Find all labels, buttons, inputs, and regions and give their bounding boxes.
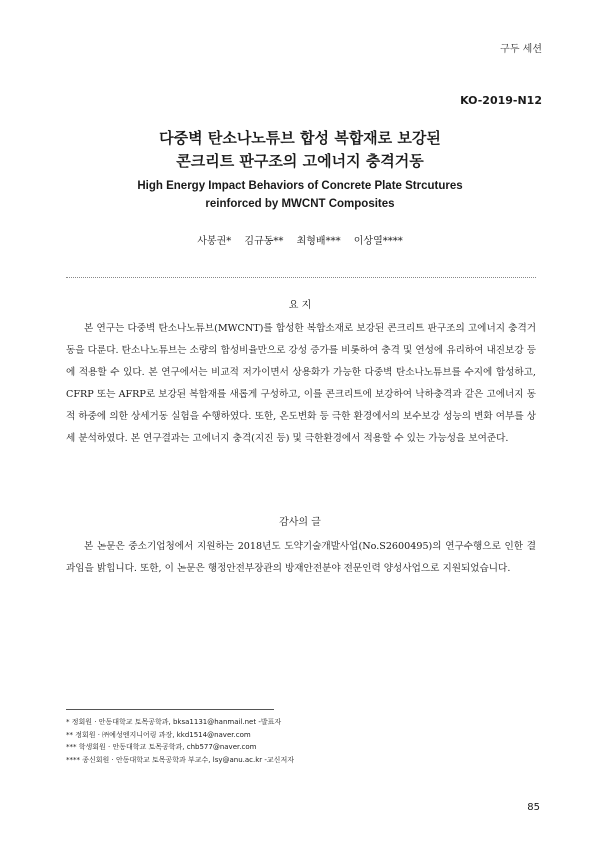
footnote-rule	[66, 709, 274, 710]
footnote: ** 정회원 · ㈜예성엔지니어링 과장, kkd1514@naver.com	[66, 730, 251, 739]
session-label: 구두 세션	[500, 44, 542, 55]
page-number: 85	[527, 802, 540, 813]
acknowledgement-text: 본 논문은 중소기업청에서 지원하는 2018년도 도약기술개발사업(No.S2600495)의 연구수행으로 인한 결과임을 밝힙니다. 또한, 이 논문은 행정안전부장관의 방재안전분야 전문인력 양성사업으로 지원되었습니다.	[66, 541, 536, 574]
footnote: *** 학생회원 · 안동대학교 토목공학과, chb577@naver.com	[66, 743, 257, 751]
english-title-line-1: High Energy Impact Behaviors of Concrete Plate Strcutures	[137, 180, 463, 192]
author-name: 사봉권*	[197, 236, 232, 247]
footnote: * 정회원 · 안동대학교 토목공학과, bksa1131@hanmail.net -발표자	[66, 718, 282, 726]
paper-id: KO-2019-N12	[460, 94, 542, 107]
korean-title-line-2: 콘크리트 판구조의 고에너지 충격거동	[176, 152, 424, 170]
abstract-text: 본 연구는 다중벽 탄소나노튜브(MWCNT)를 합성한 복합소재로 보강된 콘크리트 판구조의 고에너지 충격거동을 다룬다. 탄소나노튜브는 소량의 합성비율만으로 강성 증가를 비롯하여 충격 및 연성에 유리하여 내진보강 등에 적용할 수 있다. 본 연구에서는 비교적 저가이면서 상용화가 가능한 다중벽 탄소나노튜브를 수지에 합성하고, CFRP 또는 AFRP로 보강된 복합재를 새롭게 구성하고, 이를 콘크리트에 보강하여 낙하충격과 같은 고에너지 동적 하중에 의한 상세거동 실험을 수행하였다. 또한, 온도변화 등 극한 환경에서의 보수보강 성능의 변화 여부를 상세 분석하였다. 본 연구결과는 고에너지 충격(지진 등) 및 극한환경에서 적용할 수 있는 가능성을 보여준다.	[66, 323, 536, 444]
english-title-line-2: reinforced by MWCNT Composites	[205, 198, 395, 210]
author-list	[0, 232, 600, 247]
korean-title-line-1: 다중벽 탄소나노튜브 합성 복합재로 보강된	[159, 129, 441, 147]
author-name: 최형배***	[296, 236, 341, 247]
abstract-heading: 요 지	[288, 300, 312, 311]
acknowledgement-heading: 감사의 글	[279, 517, 321, 528]
author-name: 이상열****	[353, 236, 403, 247]
author-name: 김규동**	[244, 236, 284, 247]
section-divider	[66, 277, 536, 278]
footnote: **** 종신회원 · 안동대학교 토목공학과 부교수, lsy@anu.ac.kr -교신저자	[66, 755, 294, 764]
footnotes	[66, 716, 294, 766]
